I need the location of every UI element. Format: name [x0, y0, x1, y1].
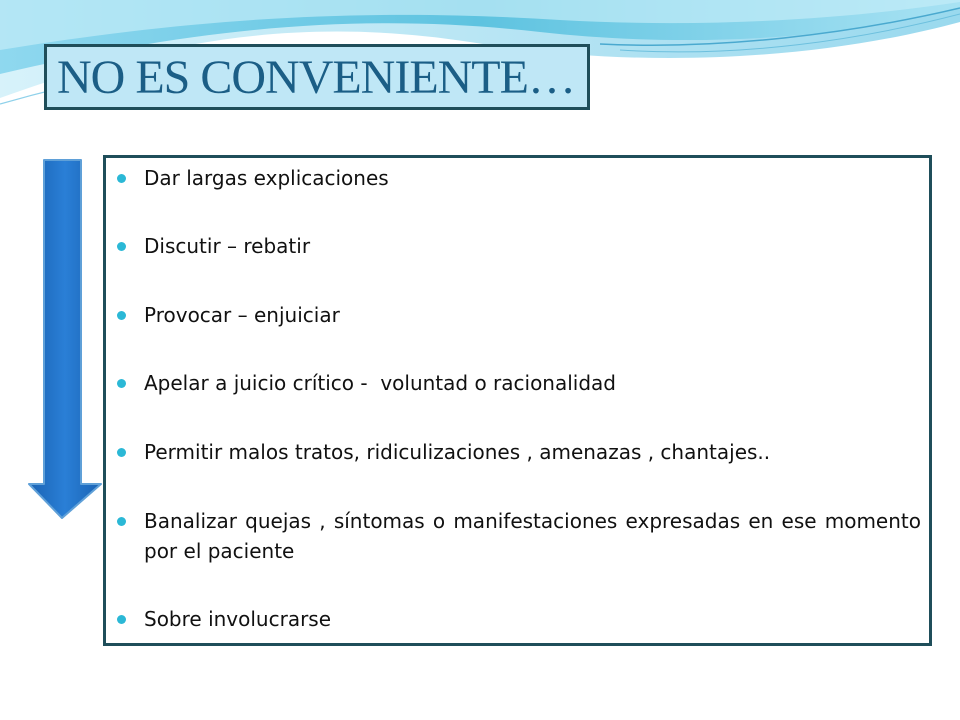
bullet-dot-icon — [117, 379, 126, 388]
list-item — [144, 604, 921, 634]
list-item — [144, 163, 921, 193]
bullet-dot-icon — [117, 517, 126, 526]
list-item-text: Dar largas explicaciones — [144, 166, 389, 190]
list-item-text: Permitir malos tratos, ridiculizaciones , amenazas , chantajes.. — [144, 440, 771, 464]
bullet-dot-icon — [117, 311, 126, 320]
list-item-text: Discutir – rebatir — [144, 234, 311, 258]
list-item — [144, 368, 921, 398]
list-item — [144, 231, 921, 261]
list-item-text: Sobre involucrarse — [144, 607, 332, 631]
title-box — [44, 44, 590, 110]
list-item-text: Provocar – enjuiciar — [144, 303, 340, 327]
content-box — [103, 155, 932, 646]
list-item — [144, 437, 921, 467]
down-arrow-icon — [26, 157, 104, 521]
list-item — [144, 506, 921, 566]
list-item-text: Apelar a juicio crítico - voluntad o racionalidad — [144, 371, 617, 395]
bullet-dot-icon — [117, 174, 126, 183]
bullet-dot-icon — [117, 242, 126, 251]
bullet-dot-icon — [117, 448, 126, 457]
slide-title: NO ES CONVENIENTE… — [57, 51, 575, 104]
list-item — [144, 300, 921, 330]
list-item-text: Banalizar quejas , síntomas o manifestaciones expresadas en ese momento por el paciente — [144, 509, 921, 563]
bullet-dot-icon — [117, 615, 126, 624]
